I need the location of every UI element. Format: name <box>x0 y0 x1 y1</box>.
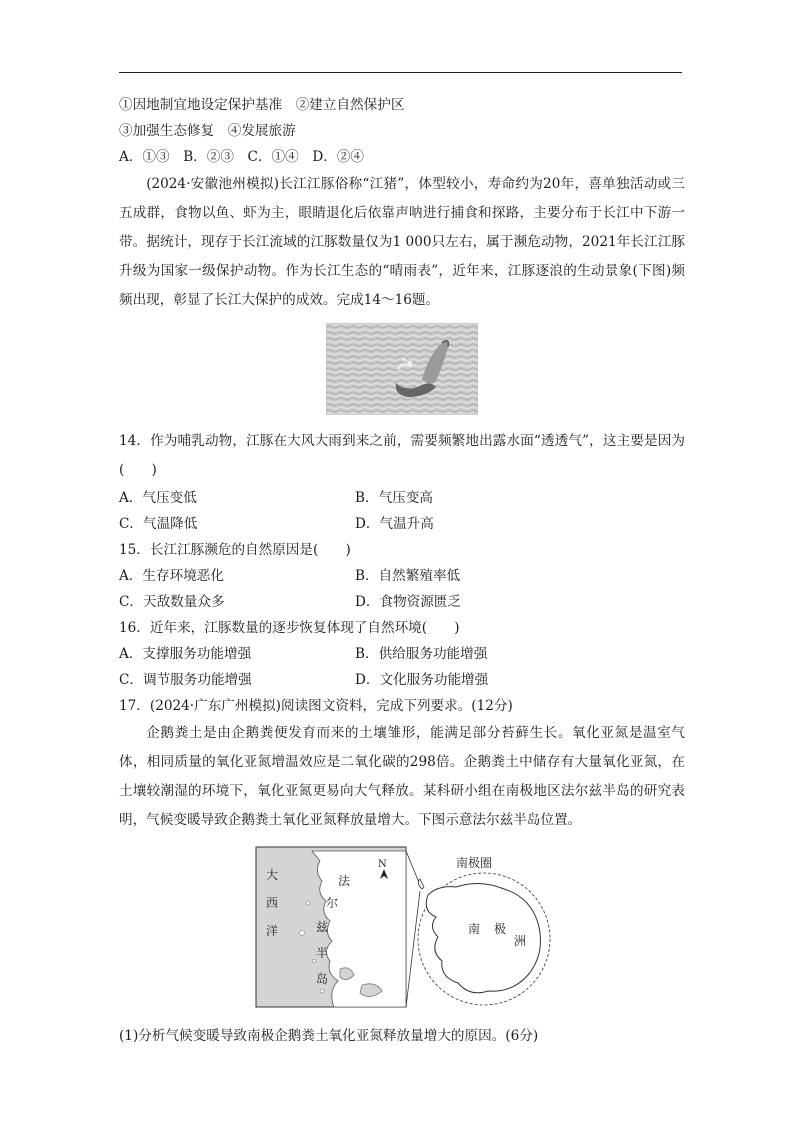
map-label-peninsula-5: 岛 <box>316 972 329 986</box>
q14-options-row1 <box>119 485 685 511</box>
option-line-2: ③加强生态修复 ④发展旅游 <box>119 123 296 139</box>
map-label-atlantic-1: 大 <box>266 868 279 882</box>
exam-page <box>119 92 685 1049</box>
q15-options-row1 <box>119 563 685 589</box>
q17-passage: 企鹅粪土是由企鹅粪便发育而来的土壤雏形，能满足部分苔藓生长。氧化亚氮是温室气体，相同质量的氧化亚氮增温效应是二氧化碳的298倍。企鹅粪土中储存有大量氧化亚氮，在土壤较潮湿的环境下，氧化亚氮更易向大气释放。某科研小组在南极地区法尔兹半岛的研究表明，气候变暖导致企鹅粪土氧化亚氮释放量增大。下图示意法尔兹半岛位置。 <box>119 725 685 828</box>
map-label-peninsula-3: 兹 <box>316 920 329 934</box>
map-label-peninsula-1: 法 <box>338 874 351 888</box>
passage-finless-porpoise: (2024·安徽池州模拟)长江江豚俗称“江猪”，体型较小，寿命约为20年，喜单独活动或三五成群，食物以鱼、虾为主，眼睛退化后依靠声呐进行捕食和探路，主要分布于长江中下游一带。据统计，现存于长江流域的江豚数量仅为1 000只左右，属于濒危动物，2021年长江江豚升级为国家一级保护动物。作为长江生态的“晴雨表”，近年来，江豚逐浪的生动景象(下图)频频出现，彰显了长江大保护的成效。完成14～16题。 <box>119 176 685 308</box>
q14-stem: 14．作为哺乳动物，江豚在大风大雨到来之前，需要频繁地出露水面“透透气”，这主要是因为( ) <box>119 433 685 478</box>
map-label-peninsula-2: 尔 <box>326 896 339 910</box>
map-label-peninsula-4: 半 <box>316 946 329 960</box>
porpoise-image <box>326 323 478 415</box>
q16-stem: 16．近年来，江豚数量的逐步恢复体现了自然环境( ) <box>119 620 460 636</box>
q16-option-b: B．供给服务功能增强 <box>355 646 488 662</box>
porpoise-photo <box>119 323 685 415</box>
location-map <box>242 841 562 1011</box>
q17-sub1: (1)分析气候变暖导致南极企鹅粪土氧化亚氮释放量增大的原因。(6分) <box>119 1028 539 1044</box>
q15-option-c: C．天敌数量众多 <box>119 594 225 610</box>
map-label-atlantic-3: 洋 <box>266 924 279 938</box>
q15-option-d: D．食物资源匮乏 <box>355 594 462 610</box>
fildes-peninsula-map <box>119 841 685 1011</box>
q16-option-a: A．支撑服务功能增强 <box>119 646 252 662</box>
q15-option-a: A．生存环境恶化 <box>119 568 224 584</box>
answer-choices: A．①③ B．②③ C．①④ D．②④ <box>119 149 365 165</box>
q16-option-c: C．调节服务功能增强 <box>119 672 252 688</box>
q14-options-row2 <box>119 511 685 537</box>
option-line-1: ①因地制宜地设定保护基准 ②建立自然保护区 <box>119 97 405 113</box>
header-rule <box>119 72 682 73</box>
q15-stem: 15．长江江豚濒危的自然原因是( ) <box>119 542 351 558</box>
q17-stem: 17．(2024·广东广州模拟)阅读图文资料，完成下列要求。(12分) <box>119 698 513 714</box>
north-label: N <box>378 859 387 870</box>
q16-options-row2 <box>119 667 685 693</box>
q16-options-row1 <box>119 641 685 667</box>
q14-option-c: C．气温降低 <box>119 516 198 532</box>
q14-option-d: D．气温升高 <box>355 516 434 532</box>
q16-option-d: D．文化服务功能增强 <box>355 672 489 688</box>
q15-options-row2 <box>119 589 685 615</box>
map-label-atlantic-2: 西 <box>266 896 279 910</box>
map-label-continent-2: 极 <box>494 922 507 936</box>
q14-option-b: B．气压变高 <box>355 490 433 506</box>
map-label-continent-1: 南 <box>468 922 481 936</box>
antarctic-circle-label: 南极圈 <box>456 856 493 870</box>
q15-option-b: B．自然繁殖率低 <box>355 568 461 584</box>
q14-option-a: A．气压变低 <box>119 490 197 506</box>
map-label-continent-3: 洲 <box>514 934 527 948</box>
